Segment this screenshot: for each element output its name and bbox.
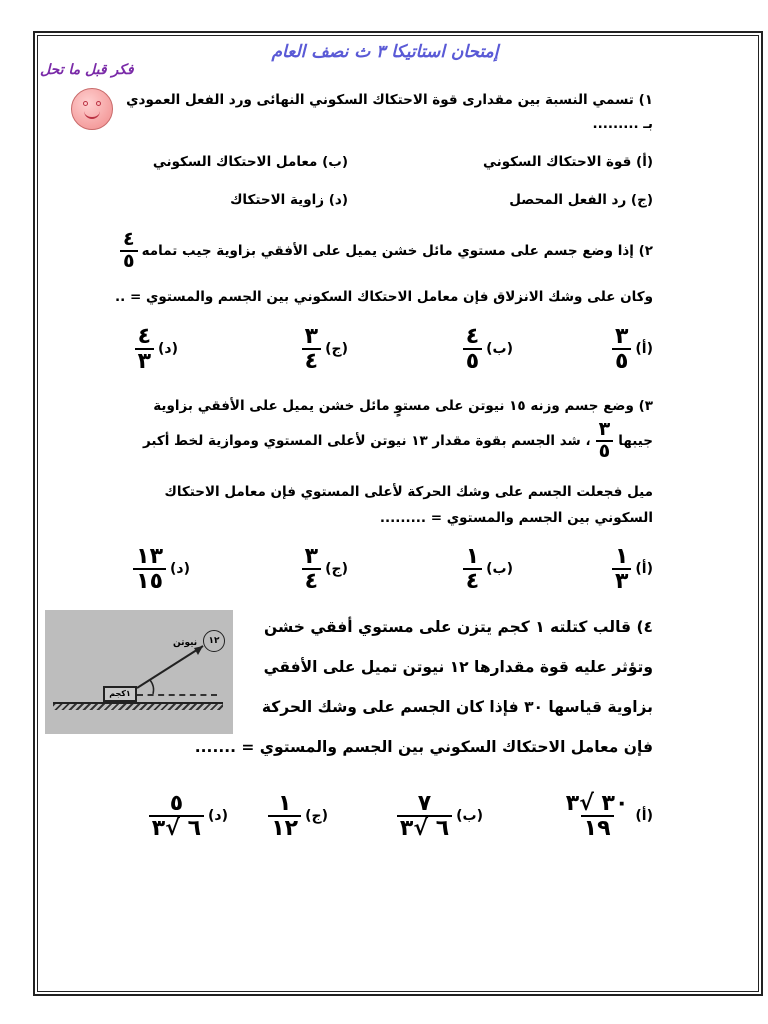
fraction-denominator: ١٥ [133, 568, 166, 593]
q1-stem-line2: بـ ......... [592, 116, 653, 132]
fraction-numerator: ١ [465, 544, 480, 569]
option-label: (ج) [325, 561, 348, 578]
q4-stem-line4: فإن معامل الاحتكاك السكوني بين الجسم والمستوي = ....... [194, 738, 653, 756]
fraction-numerator: ١ [277, 791, 292, 816]
q4-stem-line2: وتؤثر عليه قوة مقدارها ١٢ نيوتن تميل على الأفقي [263, 658, 653, 676]
q1-option-a[interactable]: (أ) قوة الاحتكاك السكوني [482, 154, 653, 170]
option-label: (د) [208, 808, 228, 825]
q2-option-b[interactable] [463, 325, 513, 373]
fraction-denominator: ٦ √٣ [149, 815, 204, 840]
fraction-numerator: ٣ [304, 544, 319, 569]
fraction-denominator: ١٢ [268, 815, 301, 840]
fraction-denominator: ٤ [302, 568, 321, 593]
option-label: (أ) [635, 808, 653, 825]
option-label: (أ) [635, 341, 653, 358]
q1-option-c[interactable]: (ج) رد الفعل المحصل [509, 192, 653, 208]
q2-stem-line1-row [93, 230, 653, 272]
q3-stem-line2a: جيبها [618, 432, 653, 449]
fraction-denominator: ٥ [612, 348, 631, 373]
fraction-numerator: ٤ [137, 324, 152, 349]
smiley-icon [71, 88, 113, 130]
option-label: (أ) [635, 561, 653, 578]
fraction-denominator: ٤ [302, 348, 321, 373]
q3-stem-fraction [596, 420, 614, 462]
fraction-denominator: ٦ √٣ [397, 815, 452, 840]
q2-stem-line1: ٢) إذا وضع جسم على مستوي مائل خشن يميل على الأفقي بزاوية جيب تمامه [141, 242, 653, 259]
q3-option-d[interactable] [133, 545, 190, 593]
q4-stem-line1: ٤) قالب كتلته ١ كجم يتزن على مستوي أفقي خشن [264, 618, 653, 636]
q3-stem-line2b: ، شد الجسم بقوة مقدار ١٣ نيوتن لأعلى المستوي وموازية لخط أكبر [142, 432, 591, 449]
fraction-numerator: ٤ [465, 324, 480, 349]
q2-stem-line2: وكان على وشك الانزلاق فإن معامل الاحتكاك السكوني بين الجسم والمستوي = .. [115, 289, 653, 305]
q2-option-d[interactable] [135, 325, 178, 373]
fraction-numerator: ٥ [169, 791, 184, 816]
fraction-denominator: ٥ [120, 250, 138, 272]
fraction-numerator: ٣ [614, 324, 629, 349]
fraction-denominator: ٣ [135, 348, 154, 373]
option-label: (د) [158, 341, 178, 358]
q1-stem-line1: ١) تسمي النسبة بين مقدارى قوة الاحتكاك السكوني النهائى ورد الفعل العمودي [126, 92, 653, 108]
fraction-numerator: ١٣ [136, 544, 164, 569]
q3-stem-line2-row [73, 420, 653, 462]
q4-option-d[interactable] [149, 792, 228, 840]
fraction-denominator: ١٩ [581, 815, 614, 840]
page-title: إمتحان استاتيكا ٣ ث نصف العام [271, 42, 499, 62]
force-arrow-icon [45, 610, 233, 734]
fraction-numerator: ١ [614, 544, 629, 569]
fraction-numerator: ٣ [304, 324, 319, 349]
q3-stem-line4: السكوني بين الجسم والمستوي = ......... [379, 510, 653, 526]
q3-stem-line1: ٣) وضع جسم وزنه ١٥ نيوتن على مستوٍ مائل خشن يميل على الأفقي بزاوية [153, 398, 653, 414]
q2-option-a[interactable] [612, 325, 653, 373]
force-unit-label: نيوتن [173, 638, 198, 648]
q3-option-a[interactable] [612, 545, 653, 593]
option-label: (د) [170, 561, 190, 578]
fraction-denominator: ٥ [596, 440, 614, 462]
q3-option-b[interactable] [463, 545, 513, 593]
q2-option-c[interactable] [302, 325, 348, 373]
q4-option-c[interactable] [268, 792, 328, 840]
option-label: (ب) [456, 808, 483, 825]
fraction-numerator: ٣ [598, 418, 611, 440]
force-value-circle: ١٢ [203, 630, 225, 652]
fraction-numerator: ٣٠ √٣ [565, 791, 629, 816]
fraction-denominator: ٣ [612, 568, 631, 593]
option-label: (ب) [486, 341, 513, 358]
q4-option-a[interactable] [563, 792, 653, 840]
option-label: (ج) [325, 341, 348, 358]
option-label: (ج) [305, 808, 328, 825]
q4-figure [45, 610, 233, 734]
q2-stem-fraction [120, 230, 138, 272]
q1-option-b[interactable]: (ب) معامل الاحتكاك السكوني [152, 154, 348, 170]
fraction-denominator: ٥ [463, 348, 482, 373]
q3-stem-line3: ميل فجعلت الجسم على وشك الحركة لأعلى المستوي فإن معامل الاحتكاك [164, 484, 653, 500]
q3-option-c[interactable] [302, 545, 348, 593]
q4-stem-line3: بزاوية قياسها ٣٠ فإذا كان الجسم على وشك الحركة [261, 698, 653, 716]
q1-option-d[interactable]: (د) زاوية الاحتكاك [230, 192, 348, 208]
fraction-numerator: ٧ [417, 791, 432, 816]
block-label: ١كجم [103, 686, 137, 702]
fraction-numerator: ٤ [123, 228, 135, 250]
fraction-denominator: ٤ [463, 568, 482, 593]
q4-option-b[interactable] [397, 792, 483, 840]
option-label: (ب) [486, 561, 513, 578]
slogan: فكر قبل ما تحل [40, 62, 134, 78]
